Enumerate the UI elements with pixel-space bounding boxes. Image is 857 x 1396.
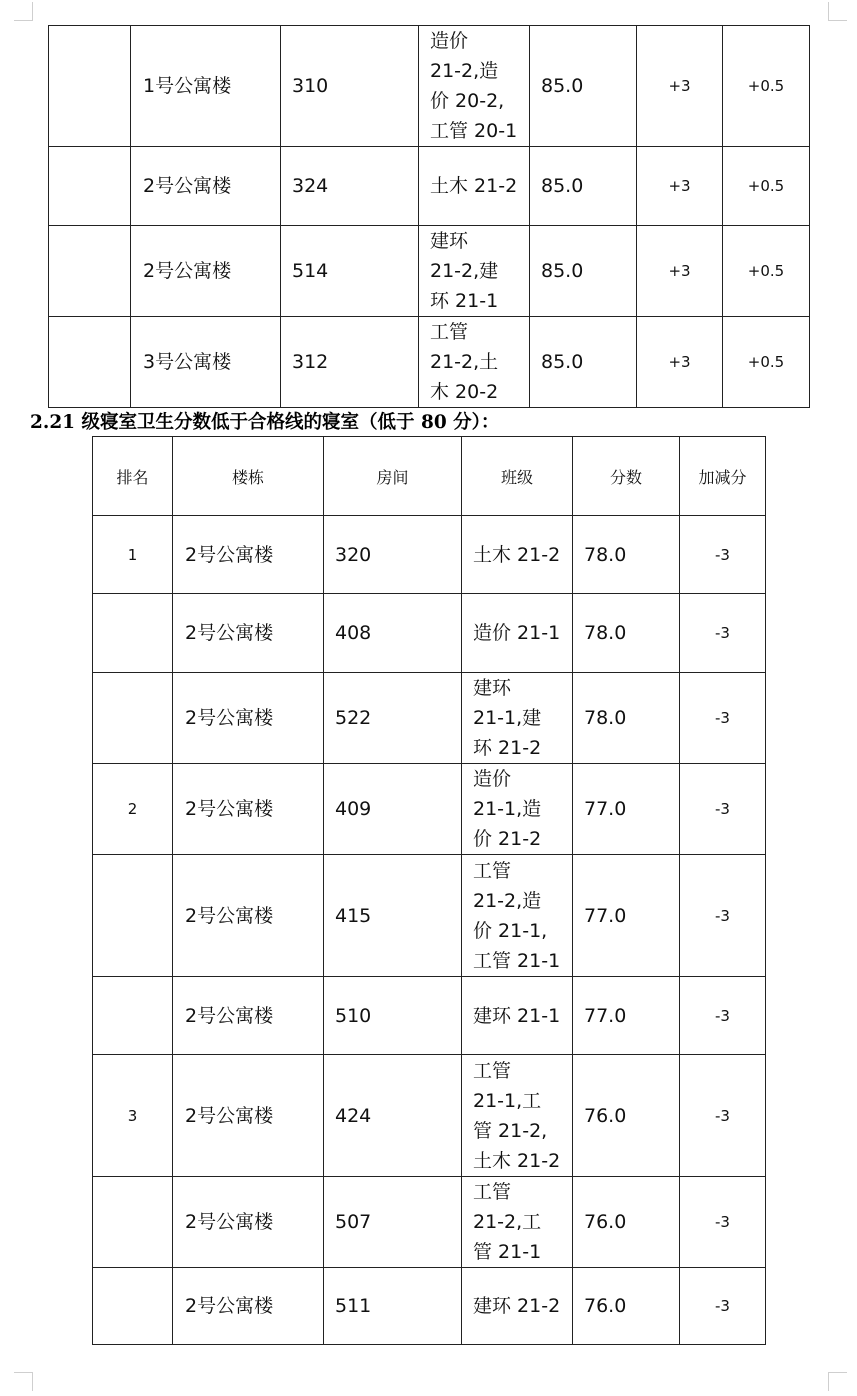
building-cell: 2号公寓楼 bbox=[173, 673, 324, 764]
class-line: 环 21-1 bbox=[430, 290, 499, 312]
adjust-cell: +0.5 bbox=[723, 26, 810, 147]
class-line: 环 21-2 bbox=[473, 737, 542, 759]
rank-cell bbox=[49, 26, 131, 147]
score-cell: 85.0 bbox=[530, 226, 637, 317]
class-line: 造价 bbox=[473, 768, 512, 790]
class-line: 价 21-1, bbox=[473, 919, 548, 942]
building-cell: 3号公寓楼 bbox=[131, 317, 281, 408]
score-cell: 85.0 bbox=[530, 317, 637, 408]
adjust-cell: -3 bbox=[680, 594, 766, 673]
room-cell: 415 bbox=[324, 855, 462, 977]
adjust-cell: +3 bbox=[637, 317, 723, 408]
class-line: 21-2,土 bbox=[430, 351, 499, 373]
adjust-cell: -3 bbox=[680, 855, 766, 977]
class-line: 管 21-1 bbox=[473, 1241, 542, 1263]
table-row bbox=[93, 594, 766, 673]
building-cell: 2号公寓楼 bbox=[173, 1177, 324, 1268]
class-cell bbox=[462, 1268, 573, 1345]
adjust-cell: -3 bbox=[680, 1177, 766, 1268]
header-room: 房间 bbox=[324, 437, 462, 516]
adjust-cell: +0.5 bbox=[723, 317, 810, 408]
table-row bbox=[93, 1055, 766, 1177]
page-corner-mark bbox=[14, 2, 33, 21]
building-cell: 2号公寓楼 bbox=[131, 147, 281, 226]
class-line: 价 20-2, bbox=[430, 90, 505, 112]
score-cell: 85.0 bbox=[530, 26, 637, 147]
class-line: 21-1,建 bbox=[473, 707, 542, 729]
class-line: 建环 bbox=[473, 677, 512, 699]
low-score-table bbox=[92, 436, 766, 1345]
class-line: 21-2,造 bbox=[473, 889, 542, 912]
class-line: 工管 bbox=[473, 1059, 512, 1082]
score-cell: 77.0 bbox=[573, 855, 680, 977]
rank-cell bbox=[93, 977, 173, 1055]
room-cell: 511 bbox=[324, 1268, 462, 1345]
building-cell: 1号公寓楼 bbox=[131, 26, 281, 147]
score-cell: 76.0 bbox=[573, 1268, 680, 1345]
rank-cell bbox=[49, 147, 131, 226]
adjust-cell: -3 bbox=[680, 764, 766, 855]
room-cell: 507 bbox=[324, 1177, 462, 1268]
class-line: 21-1,造 bbox=[473, 798, 542, 820]
class-cell bbox=[419, 317, 530, 408]
header-adjust: 加减分 bbox=[680, 437, 766, 516]
adjust-cell: -3 bbox=[680, 673, 766, 764]
class-cell bbox=[462, 1177, 573, 1268]
room-cell: 408 bbox=[324, 594, 462, 673]
adjust-cell: -3 bbox=[680, 516, 766, 594]
class-line: 管 21-2, bbox=[473, 1119, 548, 1142]
class-line: 工管 20-1 bbox=[430, 120, 518, 142]
room-cell: 510 bbox=[324, 977, 462, 1055]
room-cell: 320 bbox=[324, 516, 462, 594]
room-cell: 522 bbox=[324, 673, 462, 764]
class-cell bbox=[419, 26, 530, 147]
class-line: 建环 21-2 bbox=[473, 1295, 561, 1317]
header-rank: 排名 bbox=[93, 437, 173, 516]
header-class: 班级 bbox=[462, 437, 573, 516]
score-cell: 85.0 bbox=[530, 147, 637, 226]
table-row bbox=[49, 317, 810, 408]
class-cell bbox=[462, 1055, 573, 1177]
building-cell: 2号公寓楼 bbox=[131, 226, 281, 317]
class-line: 造价 bbox=[430, 30, 469, 52]
room-cell: 324 bbox=[281, 147, 419, 226]
class-line: 土木 21-2 bbox=[430, 175, 518, 197]
score-cell: 76.0 bbox=[573, 1177, 680, 1268]
rank-cell bbox=[93, 594, 173, 673]
class-line: 21-2,建 bbox=[430, 260, 499, 282]
building-cell: 2号公寓楼 bbox=[173, 855, 324, 977]
table-row bbox=[93, 673, 766, 764]
class-cell bbox=[419, 147, 530, 226]
rank-cell bbox=[93, 673, 173, 764]
table-row bbox=[93, 1268, 766, 1345]
class-line: 工管 bbox=[473, 859, 512, 882]
table-row bbox=[93, 1177, 766, 1268]
building-cell: 2号公寓楼 bbox=[173, 1268, 324, 1345]
score-cell: 77.0 bbox=[573, 977, 680, 1055]
table-row bbox=[93, 516, 766, 594]
building-cell: 2号公寓楼 bbox=[173, 977, 324, 1055]
class-line: 21-1,工 bbox=[473, 1089, 542, 1112]
rank-cell: 3 bbox=[93, 1055, 173, 1177]
score-cell: 78.0 bbox=[573, 594, 680, 673]
table-header-row bbox=[93, 437, 766, 516]
class-line: 21-2,造 bbox=[430, 60, 499, 82]
room-cell: 514 bbox=[281, 226, 419, 317]
class-line: 建环 bbox=[430, 230, 469, 252]
table-row bbox=[49, 147, 810, 226]
table-row bbox=[93, 764, 766, 855]
rank-cell bbox=[93, 1268, 173, 1345]
class-cell bbox=[462, 673, 573, 764]
building-cell: 2号公寓楼 bbox=[173, 594, 324, 673]
class-line: 价 21-2 bbox=[473, 828, 542, 850]
class-cell bbox=[462, 594, 573, 673]
adjust-cell: -3 bbox=[680, 977, 766, 1055]
class-line: 土木 21-2 bbox=[473, 543, 561, 566]
adjust-cell: +3 bbox=[637, 26, 723, 147]
rank-cell: 1 bbox=[93, 516, 173, 594]
room-cell: 409 bbox=[324, 764, 462, 855]
table-row bbox=[49, 226, 810, 317]
page-corner-mark bbox=[828, 2, 847, 21]
class-line: 工管 21-1 bbox=[473, 949, 561, 972]
adjust-cell: -3 bbox=[680, 1268, 766, 1345]
building-cell: 2号公寓楼 bbox=[173, 1055, 324, 1177]
building-cell: 2号公寓楼 bbox=[173, 516, 324, 594]
class-cell bbox=[462, 516, 573, 594]
top-results-table bbox=[48, 25, 810, 408]
adjust-cell: -3 bbox=[680, 1055, 766, 1177]
class-line: 土木 21-2 bbox=[473, 1149, 561, 1172]
rank-cell bbox=[49, 226, 131, 317]
room-cell: 424 bbox=[324, 1055, 462, 1177]
class-line: 造价 21-1 bbox=[473, 622, 561, 644]
rank-cell bbox=[93, 1177, 173, 1268]
adjust-cell: +3 bbox=[637, 147, 723, 226]
table-row bbox=[93, 855, 766, 977]
class-line: 建环 21-1 bbox=[473, 1004, 561, 1027]
class-line: 工管 bbox=[430, 321, 469, 343]
adjust-cell: +3 bbox=[637, 226, 723, 317]
room-cell: 310 bbox=[281, 26, 419, 147]
class-cell bbox=[462, 764, 573, 855]
class-cell bbox=[462, 977, 573, 1055]
class-line: 木 20-2 bbox=[430, 381, 499, 403]
class-line: 工管 bbox=[473, 1181, 512, 1203]
adjust-cell: +0.5 bbox=[723, 226, 810, 317]
rank-cell bbox=[49, 317, 131, 408]
score-cell: 78.0 bbox=[573, 516, 680, 594]
table-row bbox=[93, 977, 766, 1055]
section-heading: 2.21 级寝室卫生分数低于合格线的寝室（低于 80 分）： bbox=[30, 412, 500, 433]
class-cell bbox=[419, 226, 530, 317]
page-corner-mark bbox=[14, 1372, 33, 1391]
adjust-cell: +0.5 bbox=[723, 147, 810, 226]
class-cell bbox=[462, 855, 573, 977]
rank-cell bbox=[93, 855, 173, 977]
page-corner-mark bbox=[828, 1372, 847, 1391]
header-score: 分数 bbox=[573, 437, 680, 516]
rank-cell: 2 bbox=[93, 764, 173, 855]
header-building: 楼栋 bbox=[173, 437, 324, 516]
building-cell: 2号公寓楼 bbox=[173, 764, 324, 855]
class-line: 21-2,工 bbox=[473, 1211, 542, 1233]
score-cell: 78.0 bbox=[573, 673, 680, 764]
score-cell: 77.0 bbox=[573, 764, 680, 855]
score-cell: 76.0 bbox=[573, 1055, 680, 1177]
room-cell: 312 bbox=[281, 317, 419, 408]
table-row bbox=[49, 26, 810, 147]
